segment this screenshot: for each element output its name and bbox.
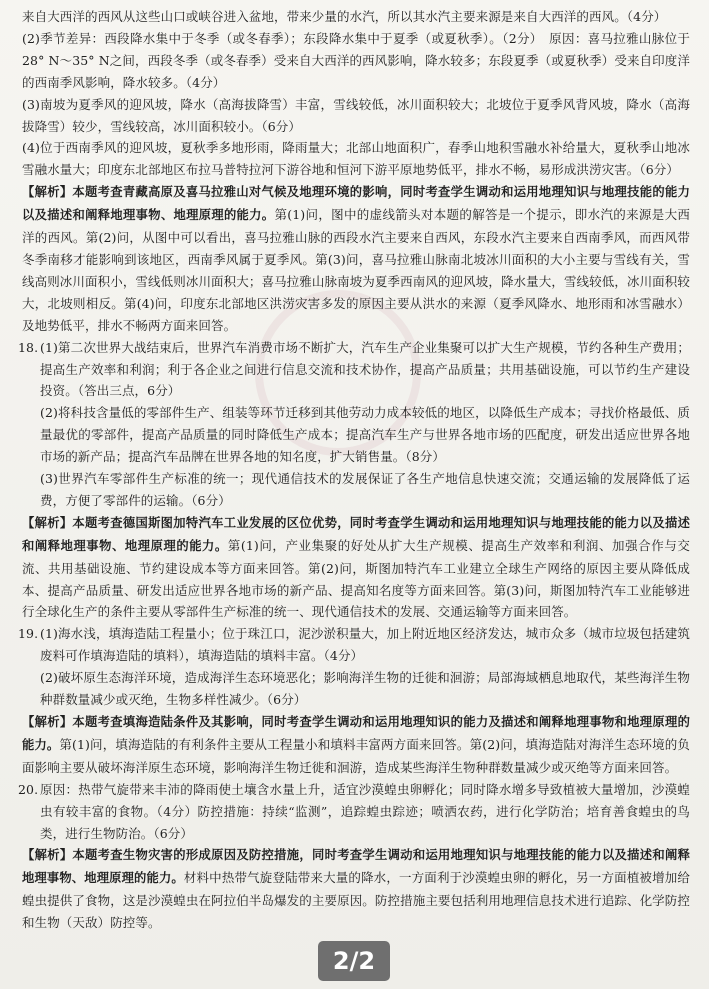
q17-analysis bbox=[22, 181, 690, 336]
question-18 bbox=[18, 337, 690, 512]
q17-part3-answer: (3)南坡为夏季风的迎风坡，降水（高海拔降雪）丰富，雪线较低，冰川面积较大；北坡位于夏季风背风坡，降水（高海拔降雪）较少，雪线较高，冰川面积较小。（6分） bbox=[22, 96, 690, 134]
q19-analysis bbox=[22, 711, 690, 779]
q20-analysis bbox=[22, 844, 690, 934]
q20-number: 20. bbox=[18, 781, 39, 797]
q18-part2-answer: (2)将科技含量低的零部件生产、组装等环节迁移到其他劳动力成本较低的地区，以降低生产成本；寻找价格最低、质量最优的零部件，提高产品质量的同时降低生产成本；提高汽车生产与世界各地市场的匹配度，研发出适应世界各地市场的新产品；提高汽车品牌在世界各地的知名度，扩大销售量。（8分） bbox=[40, 405, 690, 465]
q18-part3-answer: (3)世界汽车零部件生产标准的统一；现代通信技术的发展保证了各生产地信息快速交流；交通运输的发展降低了运费，方便了零部件的运输。（6分） bbox=[40, 471, 690, 508]
q17-part1-tail: 来自大西洋的西风从这些山口或峡谷进入盆地，带来少量的水汽，所以其水汽主要来源是来自大西洋的西风。（4分） bbox=[22, 9, 667, 24]
q17-analysis-label: 【解析】本题考查青藏高原及喜马拉雅山对气候及地理环境的影响，同时考查学生调动和运用地理知识与地理技能的能力以及描述和阐释地理事物、地理原理的能力。 bbox=[22, 185, 690, 223]
q19-number: 19. bbox=[18, 626, 39, 642]
q18-part1-answer: (1)第二次世界大战结束后，世界汽车消费市场不断扩大，汽车生产企业集聚可以扩大生产规模，节约各种生产费用；提高生产效率和利润；利于各企业之间进行信息交流和技术协作，提高产品质量；共用基础设施，可以节约生产建设投资。（答出三点，6分） bbox=[40, 339, 690, 399]
q18-number: 18. bbox=[18, 339, 39, 355]
answer-content bbox=[18, 6, 690, 934]
q19-analysis-label: 【解析】本题考查填海造陆条件及其影响，同时考查学生调动和运用地理知识的能力及描述和阐释地理事物和地理原理的能力。 bbox=[22, 715, 690, 752]
q18-analysis bbox=[22, 512, 690, 624]
q19-analysis-text: 第(1)问，填海造陆的有利条件主要从工程量小和填料丰富两方面来回答。第(2)问，填海造陆对海洋生态环境的负面影响主要从破坏海洋原生态环境，影响海洋生物迁徙和洄游，造成某些海洋生物种群数量减少或灭绝等方面来回答。 bbox=[22, 736, 690, 775]
question-19 bbox=[18, 623, 690, 711]
q17-part4-answer: (4)位于西南季风的迎风坡，夏秋季多地形雨，降雨量大；北部山地面积广，春季山地积雪融水补给量大，夏秋季山地冰雪融水量大；印度东北部地区布拉马普特拉河下游谷地和恒河下游平原地势低平，排水不畅，易形成洪涝灾害。（6分） bbox=[22, 140, 690, 178]
question-20 bbox=[18, 779, 690, 845]
q19-part2-answer: (2)破坏原生态海洋环境，造成海洋生态环境恶化；影响海洋生物的迁徙和洄游；局部海域栖息地取代，某些海洋生物种群数量减少或灭绝，生物多样性减少。（6分） bbox=[40, 670, 690, 708]
q19-part1-answer: (1)海水浅，填海造陆工程量小；位于珠江口，泥沙淤积量大，加上附近地区经济发达，城市众多（城市垃圾包括建筑废料可作填海造陆的填料），填海造陆的填料丰富。（4分） bbox=[40, 626, 690, 664]
q20-answer: 原因：热带气旋带来丰沛的降雨使土壤含水量上升，适宜沙漠蝗虫卵孵化；同时降水增多导致植被大量增加，沙漠蝗虫有较丰富的食物。（4分）防控措施：持续“监测”，追踪蝗虫踪迹；喷洒农药，进行化学防治；培育善食蝗虫的鸟类，进行生物防治。（6分） bbox=[40, 781, 690, 841]
page-number-badge: 2/2 bbox=[318, 941, 390, 981]
q20-analysis-label: 【解析】本题考查生物灾害的形成原因及防控措施，同时考查学生调动和运用地理知识与地理技能的能力以及描述和阐释地理事物、地理原理的能力。 bbox=[22, 848, 690, 886]
q20-analysis-text: 材料中热带气旋登陆带来大量的降水，一方面利于沙漠蝗虫卵的孵化，另一方面植被增加给蝗虫提供了食物，这是沙漠蝗虫在阿拉伯半岛爆发的主要原因。防控措施主要包括利用地理信息技术进行追踪、化学防控和生物（天敌）防控等。 bbox=[22, 870, 690, 931]
q18-analysis-text: 第(1)问，产业集聚的好处从扩大生产规模、提高生产效率和利润、加强合作与交流、共用基础设施、节约建设成本等方面来回答。第(2)问，斯图加特汽车工业建立全球生产网络的原因主要从降低成本、提高产品质量、研发出适应世界各地市场的新产品、提高知名度等方面来回答。第(3)问，斯图加特汽车工业能够进行全球化生产的条件主要从零部件生产标准的统一、现代通信技术的发展、交通运输等方面来回答。 bbox=[22, 537, 690, 620]
q17-analysis-text: 第(1)问，图中的虚线箭头对本题的解答是一个提示，即水汽的来源是大西洋的西风。第(2)问，从图中可以看出，喜马拉雅山脉的西段水汽主要来自西风，东段水汽主要来自西南季风，而西风带冬季南移才能影响到该地区，西南季风属于夏季风。第(3)问，喜马拉雅山脉南北坡冰川面积的大小主要与雪线有关，雪线高则冰川面积小，雪线低则冰川面积大；喜马拉雅山脉南坡为夏季西南风的迎风坡，降水量大，雪线较低，冰川面积较大，北坡则相反。第(4)问，印度东北部地区洪涝灾害多发的原因主要从洪水的来源（夏季风降水、地形雨和冰雪融水）及地势低平，排水不畅两方面来回答。 bbox=[22, 207, 690, 333]
q17-part2-answer: (2)季节差异：西段降水集中于冬季（或冬春季）；东段降水集中于夏季（或夏秋季）。（2分） 原因：喜马拉雅山脉位于28° N～35° N之间，西段冬季（或冬春季）受来自大西洋的西风影响，降水较多；东段夏季（或夏秋季）受来自印度洋的西南季风影响，降水较多。（4分） bbox=[22, 30, 690, 90]
q18-analysis-label: 【解析】本题考查德国斯图加特汽车工业发展的区位优势，同时考查学生调动和运用地理知识与地理技能的能力以及描述和阐释地理事物、地理原理的能力。 bbox=[22, 515, 690, 553]
